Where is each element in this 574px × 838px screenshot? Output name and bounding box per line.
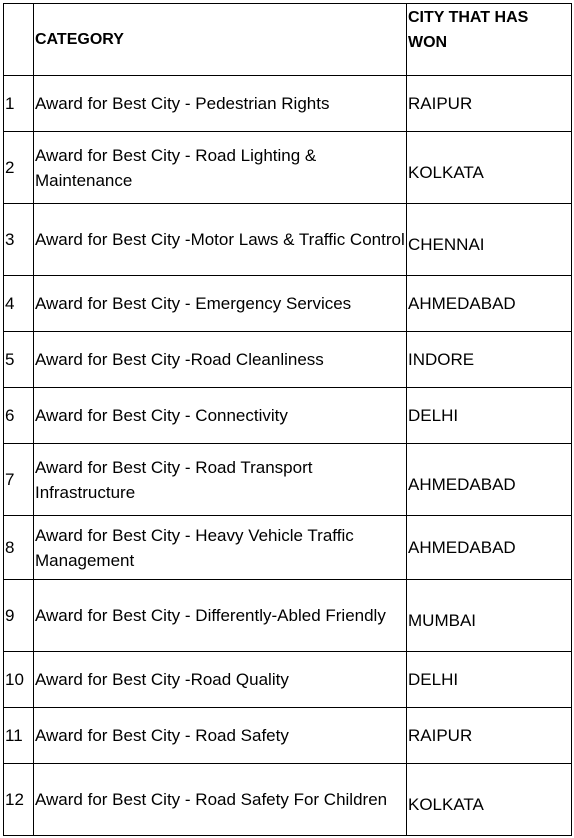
table-row	[4, 388, 572, 444]
row-city: MUMBAI	[407, 580, 572, 652]
table-row	[4, 580, 572, 652]
header-city: CITY THAT HAS WON	[407, 4, 572, 76]
row-number: 7	[4, 444, 34, 516]
table-row	[4, 764, 572, 836]
row-city: RAIPUR	[407, 76, 572, 132]
table-row	[4, 132, 572, 204]
row-city: AHMEDABAD	[407, 444, 572, 516]
table-row	[4, 444, 572, 516]
table-row	[4, 204, 572, 276]
row-number: 6	[4, 388, 34, 444]
row-category: Award for Best City - Road Transport Infrastructure	[34, 444, 407, 516]
row-number: 5	[4, 332, 34, 388]
table-row	[4, 276, 572, 332]
row-category: Award for Best City - Heavy Vehicle Traffic Management	[34, 516, 407, 580]
row-city: KOLKATA	[407, 132, 572, 204]
row-category: Award for Best City -Motor Laws & Traffic Control	[34, 204, 407, 276]
row-number: 12	[4, 764, 34, 836]
row-category: Award for Best City - Emergency Services	[34, 276, 407, 332]
row-category: Award for Best City - Connectivity	[34, 388, 407, 444]
row-number: 4	[4, 276, 34, 332]
table-row	[4, 708, 572, 764]
row-city: AHMEDABAD	[407, 276, 572, 332]
table-header-row	[4, 4, 572, 76]
row-number: 3	[4, 204, 34, 276]
header-category: CATEGORY	[34, 4, 407, 76]
row-city: KOLKATA	[407, 764, 572, 836]
row-category: Award for Best City - Road Safety For Children	[34, 764, 407, 836]
table-row	[4, 76, 572, 132]
row-category: Award for Best City - Pedestrian Rights	[34, 76, 407, 132]
header-number	[4, 4, 34, 76]
table-row	[4, 516, 572, 580]
row-city: DELHI	[407, 652, 572, 708]
row-city: CHENNAI	[407, 204, 572, 276]
row-number: 8	[4, 516, 34, 580]
row-number: 9	[4, 580, 34, 652]
row-number: 10	[4, 652, 34, 708]
row-category: Award for Best City -Road Cleanliness	[34, 332, 407, 388]
row-category: Award for Best City - Road Lighting & Maintenance	[34, 132, 407, 204]
row-number: 1	[4, 76, 34, 132]
row-city: DELHI	[407, 388, 572, 444]
row-category: Award for Best City - Differently-Abled Friendly	[34, 580, 407, 652]
table-row	[4, 652, 572, 708]
row-number: 11	[4, 708, 34, 764]
row-city: AHMEDABAD	[407, 516, 572, 580]
table-row	[4, 332, 572, 388]
row-city: INDORE	[407, 332, 572, 388]
row-number: 2	[4, 132, 34, 204]
row-city: RAIPUR	[407, 708, 572, 764]
awards-table	[3, 3, 572, 836]
row-category: Award for Best City -Road Quality	[34, 652, 407, 708]
row-category: Award for Best City - Road Safety	[34, 708, 407, 764]
